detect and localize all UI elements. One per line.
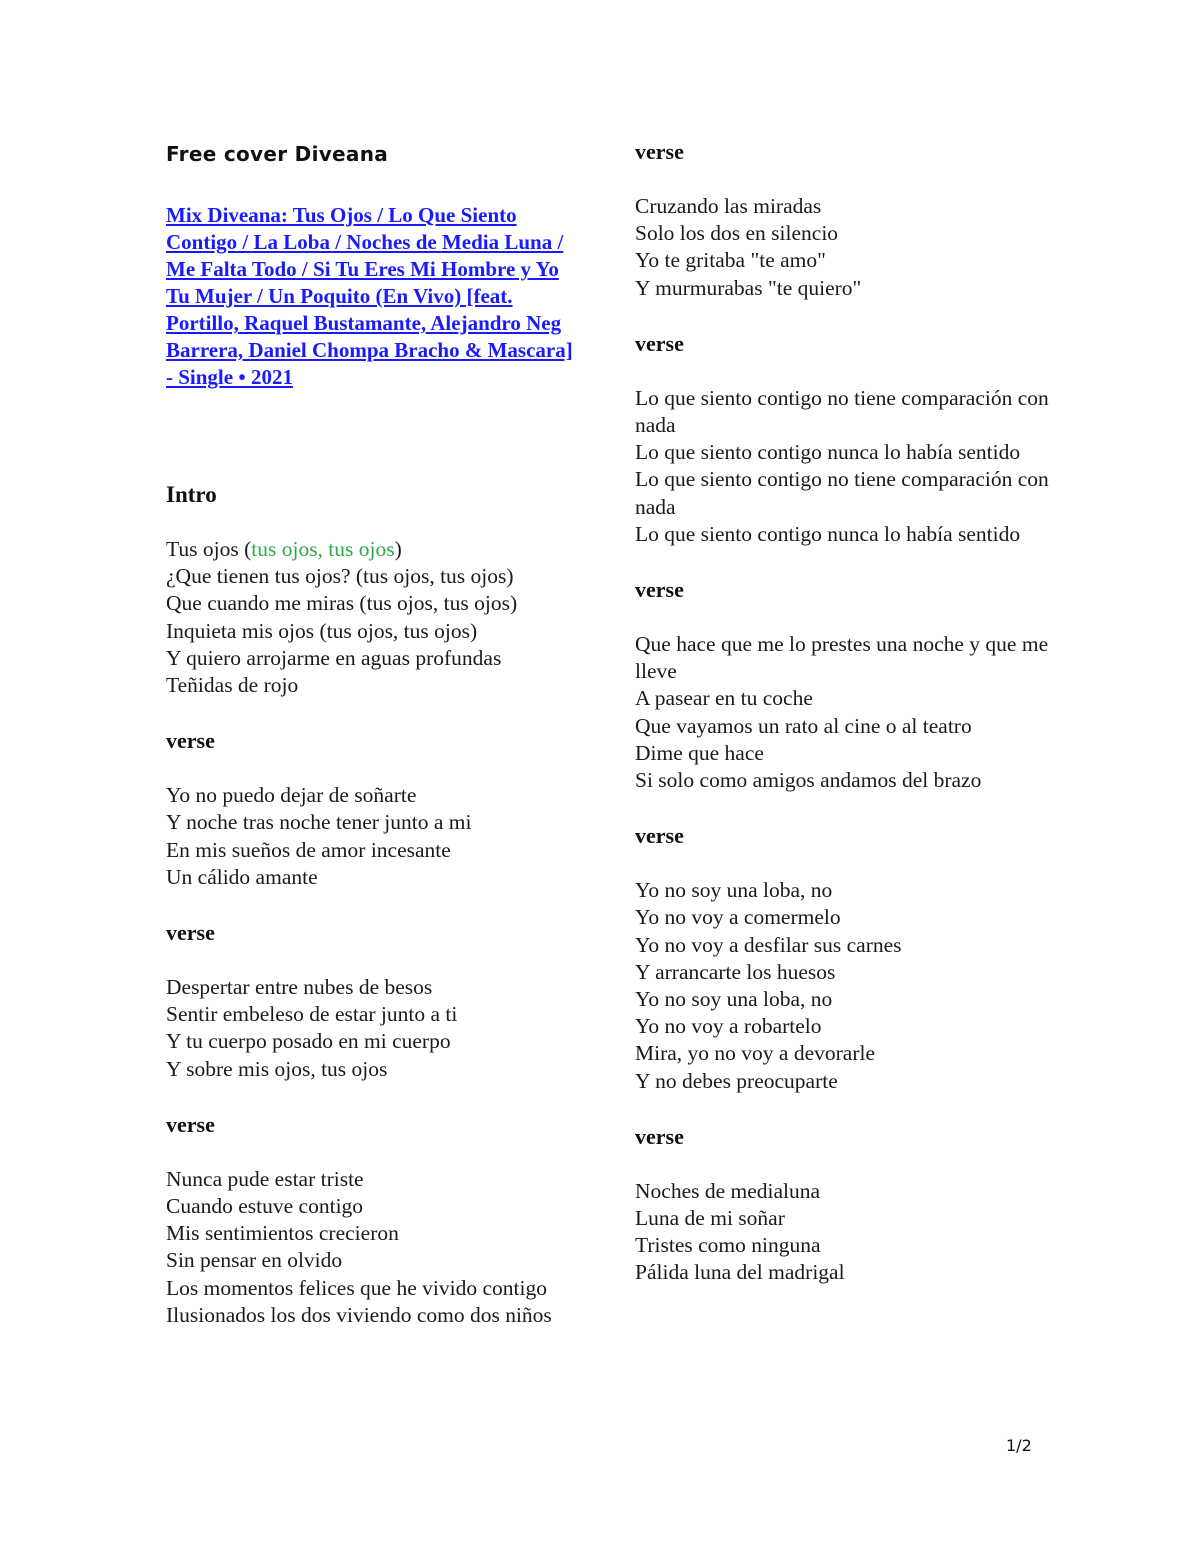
- highlighted-lyric: tus ojos, tus ojos: [251, 537, 395, 561]
- lyric-line: Y arrancarte los huesos: [635, 959, 836, 984]
- lyric-line: Pálida luna del madrigal: [635, 1260, 845, 1285]
- lyric-line: Y noche tras noche tener junto a mi: [166, 810, 472, 835]
- lyric-line: [166, 536, 576, 563]
- lyric-line: Que vayamos un rato al cine o al teatro: [635, 713, 972, 738]
- verse-section: [166, 1111, 576, 1329]
- lyric-line: Mira, yo no voy a devorarle: [635, 1041, 876, 1066]
- lyric-line: Que cuando me miras (tus ojos, tus ojos): [166, 591, 518, 616]
- lyric-line: Si solo como amigos andamos del brazo: [635, 768, 982, 793]
- lyric-line: Yo no voy a robartelo: [635, 1014, 822, 1039]
- intro-section: [166, 481, 576, 699]
- left-column: [166, 138, 576, 1357]
- verse-section: [635, 138, 1055, 302]
- lyric-line: Dime que hace: [635, 740, 764, 765]
- section-title: verse: [166, 1111, 215, 1137]
- lyric-line: En mis sueños de amor incesante: [166, 837, 451, 862]
- verse-section: [635, 330, 1055, 548]
- section-title: verse: [635, 330, 684, 356]
- lyric-line: Nunca pude estar triste: [166, 1166, 364, 1191]
- lyric-line: Luna de mi soñar: [635, 1206, 785, 1231]
- lyric-line: Tristes como ninguna: [635, 1233, 821, 1258]
- lyric-line: Yo no puedo dejar de soñarte: [166, 783, 417, 808]
- lyric-line: Y tu cuerpo posado en mi cuerpo: [166, 1029, 451, 1054]
- lyric-line: Cruzando las miradas: [635, 194, 822, 218]
- lyric-line: Lo que siento contigo no tiene comparación con nada: [635, 385, 1049, 438]
- lyric-line: Lo que siento contigo nunca lo había sentido: [635, 440, 1021, 465]
- lyric-line: Y murmurabas "te quiero": [635, 275, 862, 300]
- verse-section: [635, 1123, 1055, 1287]
- lyric-text: ): [394, 537, 402, 561]
- section-title: verse: [166, 728, 215, 754]
- document-title: Free cover Diveana: [166, 142, 389, 166]
- lyric-line: Yo te gritaba "te amo": [635, 248, 826, 273]
- lyric-line: Yo no soy una loba, no: [635, 878, 833, 903]
- lyric-line: Despertar entre nubes de besos: [166, 975, 433, 1000]
- lyric-line: Y no debes preocuparte: [635, 1068, 838, 1093]
- lyric-line: Inquieta mis ojos (tus ojos, tus ojos): [166, 618, 478, 643]
- section-title: Intro: [166, 482, 217, 507]
- section-title: verse: [166, 920, 215, 946]
- lyric-line: Y quiero arrojarme en aguas profundas: [166, 645, 502, 670]
- lyric-line: Sentir embeleso de estar junto a ti: [166, 1002, 458, 1027]
- release-link[interactable]: Mix Diveana: Tus Ojos / Lo Que Siento Contigo / La Loba / Noches de Media Luna / Me Falta Todo / Si Tu Eres Mi Hombre y Yo Tu Mujer / Un Poquito (En Vivo) [feat. Portillo, Raquel Bustamante, Alejandro Neg Barrera, Daniel Chompa Bracho & Mascara] - Single • 2021: [166, 203, 573, 389]
- verse-section: [166, 919, 576, 1083]
- lyric-text: Tus ojos (: [166, 537, 252, 561]
- page-number: 1/2: [1006, 1436, 1032, 1455]
- verse-section: [635, 822, 1055, 1095]
- lyric-line: Yo no voy a comermelo: [635, 905, 841, 930]
- lyric-line: Ilusionados los dos viviendo como dos niños: [166, 1302, 552, 1327]
- lyric-line: Un cálido amante: [166, 864, 318, 889]
- lyric-line: Teñidas de rojo: [166, 673, 299, 698]
- verse-section: [166, 727, 576, 891]
- section-title: verse: [635, 1123, 684, 1149]
- lyric-line: Lo que siento contigo no tiene comparación con nada: [635, 467, 1049, 519]
- lyric-line: Que hace que me lo prestes una noche y que me lleve: [635, 632, 1049, 684]
- lyric-line: Yo no soy una loba, no: [635, 987, 833, 1012]
- verse-section: [635, 576, 1055, 794]
- lyric-line: Los momentos felices que he vivido contigo: [166, 1275, 547, 1300]
- lyric-line: A pasear en tu coche: [635, 686, 813, 711]
- lyric-line: Lo que siento contigo nunca lo había sentido: [635, 521, 1021, 546]
- lyric-line: Yo no voy a desfilar sus carnes: [635, 932, 902, 957]
- section-title: verse: [635, 139, 684, 164]
- lyric-line: Solo los dos en silencio: [635, 221, 839, 246]
- lyric-line: Mis sentimientos crecieron: [166, 1221, 399, 1246]
- lyric-line: Y sobre mis ojos, tus ojos: [166, 1056, 388, 1081]
- lyric-line: Cuando estuve contigo: [166, 1194, 364, 1219]
- right-column: [635, 138, 1055, 1315]
- lyric-line: Sin pensar en olvido: [166, 1248, 343, 1273]
- section-title: verse: [635, 823, 684, 849]
- lyric-line: Noches de medialuna: [635, 1178, 821, 1203]
- lyric-line: ¿Que tienen tus ojos? (tus ojos, tus ojos): [166, 564, 514, 589]
- section-title: verse: [635, 577, 684, 603]
